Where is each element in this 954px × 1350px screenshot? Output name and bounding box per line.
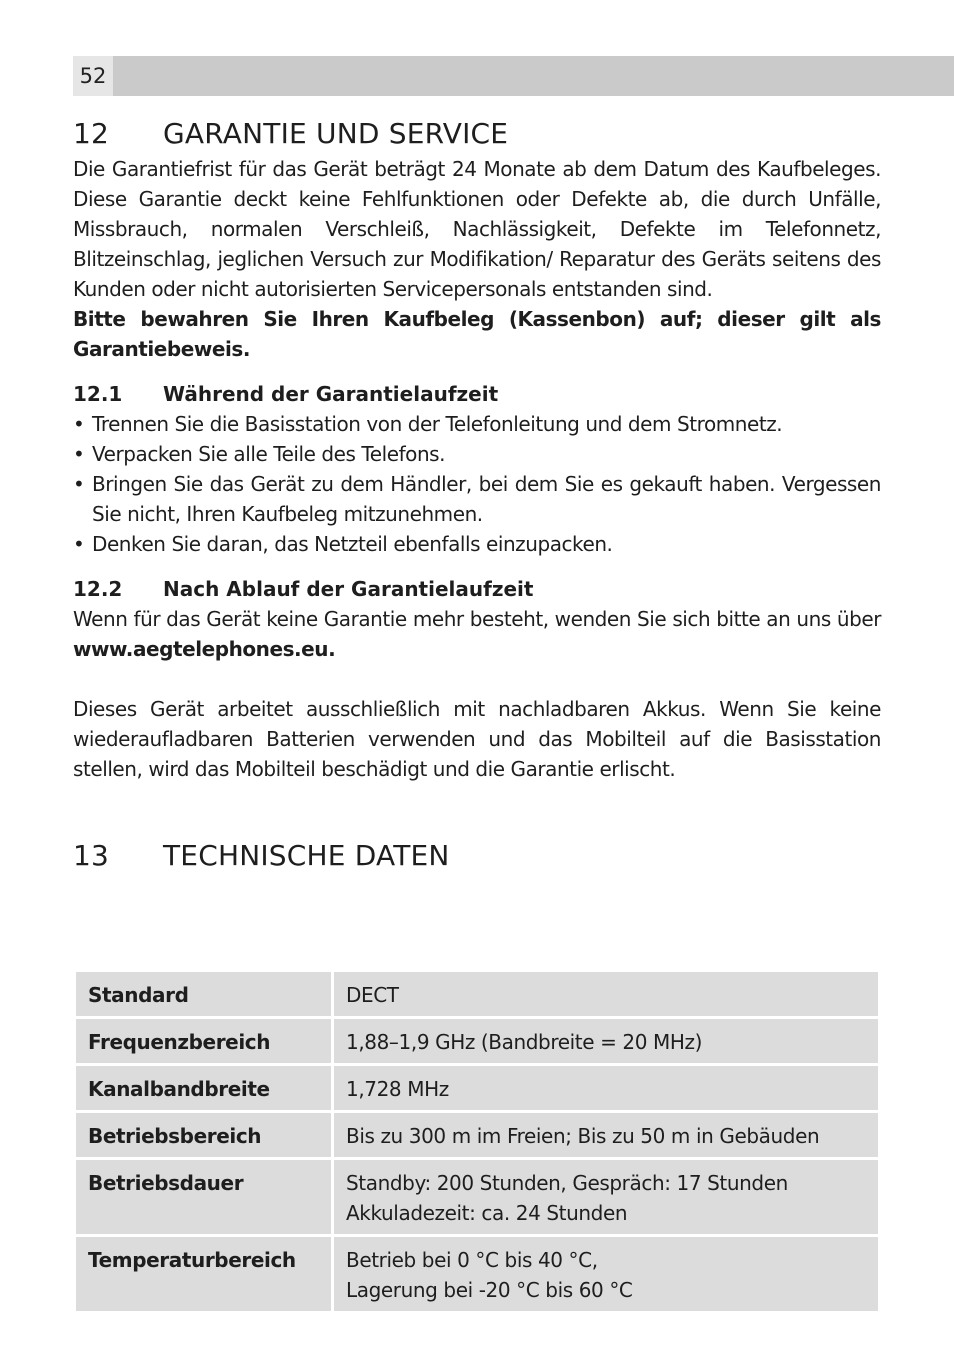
spec-label: Betriebsdauer [76,1160,331,1234]
warranty-notice: Bitte bewahren Sie Ihren Kaufbeleg (Kassenbon) auf; dieser gilt als Garantiebeweis. [73,307,881,361]
spec-value: 1,88–1,9 GHz (Bandbreite = 20 MHz) [334,1019,878,1063]
spec-label: Kanalbandbreite [76,1066,331,1110]
section-number: 12 [73,117,110,150]
spec-value: Betrieb bei 0 °C bis 40 °C, Lagerung bei -20 °C bis 60 °C [334,1237,878,1311]
spec-label: Temperaturbereich [76,1237,331,1311]
table-row [76,1160,878,1234]
after-warranty-lead: Wenn für das Gerät keine Garantie mehr besteht, wenden Sie sich bitte an uns über [73,607,881,631]
spec-label: Frequenzbereich [76,1019,331,1063]
section-title: GARANTIE UND SERVICE [163,117,509,150]
spec-value: Standby: 200 Stunden, Gespräch: 17 Stunden Akkuladezeit: ca. 24 Stunden [334,1160,878,1234]
spec-value: Bis zu 300 m im Freien; Bis zu 50 m in Gebäuden [334,1113,878,1157]
subsection-number: 12.1 [73,382,123,406]
section-title: TECHNISCHE DATEN [163,839,450,872]
section-number: 13 [73,839,110,872]
spec-label: Betriebsbereich [76,1113,331,1157]
list-item: • Trennen Sie die Basisstation von der Telefonleitung und dem Stromnetz. [73,409,881,439]
battery-note: Dieses Gerät arbeitet ausschließlich mit nachladbaren Akkus. Wenn Sie keine wiederaufladbaren Batterien verwenden und das Mobilteil auf die Basisstation stellen, wird das Mobilteil beschädigt und die Garantie erlischt. [73,697,881,781]
table-row [76,1237,878,1311]
list-item: • Bringen Sie das Gerät zu dem Händler, bei dem Sie es gekauft haben. Vergessen Sie nicht, Ihren Kaufbeleg mitzunehmen. [73,469,881,529]
technical-data-table [73,969,881,1314]
spec-label: Standard [76,972,331,1016]
subsection-title: Nach Ablauf der Garantielaufzeit [163,577,534,601]
page-content [73,114,881,876]
table-row [76,1019,878,1063]
section-13-heading [73,836,881,876]
subsection-number: 12.2 [73,577,123,601]
subsection-12-1-heading [73,379,881,409]
page-number: 52 [73,56,113,96]
subsection-12-2-heading [73,574,881,604]
after-warranty-text [73,604,881,664]
table-row [76,1113,878,1157]
table-row [76,1066,878,1110]
header-bar [73,56,954,96]
subsection-title: Während der Garantielaufzeit [163,382,499,406]
list-item: • Verpacken Sie alle Teile des Telefons. [73,439,881,469]
spec-value: 1,728 MHz [334,1066,878,1110]
section-12-heading [73,114,881,154]
table-row [76,972,878,1016]
warranty-steps-list [73,409,881,559]
list-item: • Denken Sie daran, das Netzteil ebenfalls einzupacken. [73,529,881,559]
spec-value: DECT [334,972,878,1016]
website-link[interactable]: www.aegtelephones.eu. [73,637,336,661]
warranty-intro: Die Garantiefrist für das Gerät beträgt 24 Monate ab dem Datum des Kaufbeleges. Diese Garantie deckt keine Fehlfunktionen oder Defekte ab, die durch Unfälle, Missbrauch, normalen Verschleiß, Nachlässigkeit, Defekte im Telefonnetz, Blitzeinschlag, jeglichen Versuch zur Modifikation/ Reparatur des Geräts seitens des Kunden oder nicht autorisierten Servicepersonals entstanden sind. [73,157,881,301]
